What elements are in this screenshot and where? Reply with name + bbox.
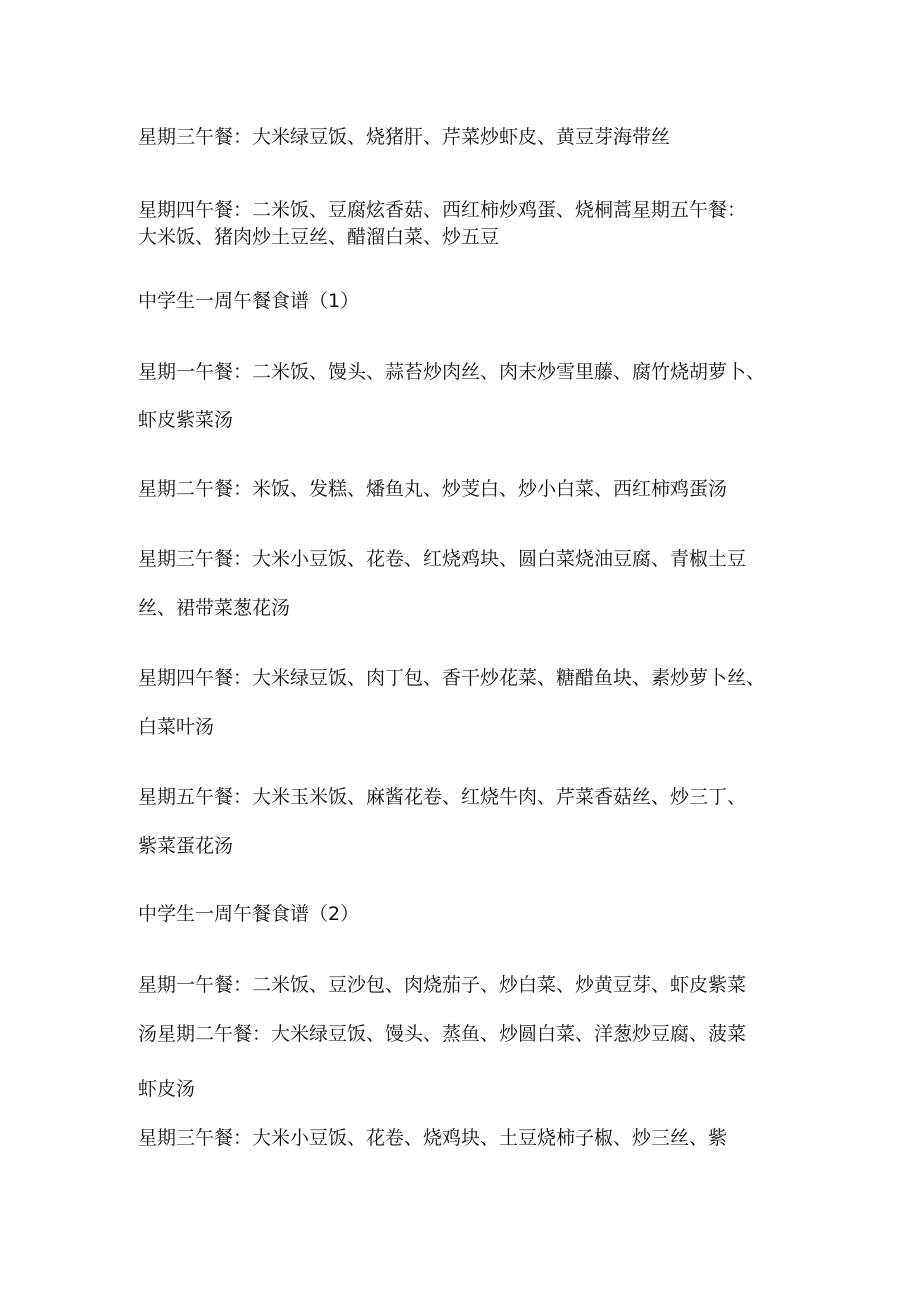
section-heading-week-2: 中学生一周午餐食谱（2）	[138, 903, 360, 925]
menu-line-monday-week-2: 星期一午餐：二米饭、豆沙包、肉烧茄子、炒白菜、炒黄豆芽、虾皮紫菜	[138, 974, 747, 996]
menu-line-thursday-friday: 星期四午餐：二米饭、豆腐炫香菇、西红柿炒鸡蛋、烧桐蒿星期五午餐：	[138, 199, 747, 221]
menu-line-wednesday-week-1-continued: 丝、裙带菜葱花汤	[138, 597, 291, 619]
menu-line-monday-continued: 虾皮紫菜汤	[138, 409, 234, 431]
menu-line-friday-continued: 大米饭、猪肉炒土豆丝、醋溜白菜、炒五豆	[138, 226, 500, 248]
menu-line-monday: 星期一午餐：二米饭、馒头、蒜苔炒肉丝、肉末炒雪里藤、腐竹烧胡萝卜、	[138, 361, 766, 383]
menu-line-thursday-week-1-continued: 白菜叶汤	[138, 716, 215, 738]
menu-line-thursday-week-1: 星期四午餐：大米绿豆饭、肉丁包、香干炒花菜、糖醋鱼块、素炒萝卜丝、	[138, 667, 766, 689]
menu-line-friday-week-1-continued: 紫菜蛋花汤	[138, 835, 234, 857]
menu-line-wednesday-week-1: 星期三午餐：大米小豆饭、花卷、红烧鸡块、圆白菜烧油豆腐、青椒土豆	[138, 548, 747, 570]
menu-line-tuesday-week-2: 汤星期二午餐：大米绿豆饭、馒头、蒸鱼、炒圆白菜、洋葱炒豆腐、菠菜	[138, 1023, 747, 1045]
section-heading-week-1: 中学生一周午餐食谱（1）	[138, 290, 360, 312]
menu-line-wednesday: 星期三午餐：大米绿豆饭、烧猪肝、芹菜炒虾皮、黄豆芽海带丝	[138, 126, 671, 148]
menu-line-friday-week-1: 星期五午餐：大米玉米饭、麻酱花卷、红烧牛肉、芹菜香菇丝、炒三丁、	[138, 786, 747, 808]
menu-line-wednesday-week-2: 星期三午餐：大米小豆饭、花卷、烧鸡块、土豆烧柿子椒、炒三丝、紫	[138, 1127, 728, 1149]
menu-line-tuesday: 星期二午餐：米饭、发糕、燔鱼丸、炒芰白、炒小白菜、西红柿鸡蛋汤	[138, 478, 728, 500]
menu-line-tuesday-week-2-continued: 虾皮汤	[138, 1078, 196, 1100]
